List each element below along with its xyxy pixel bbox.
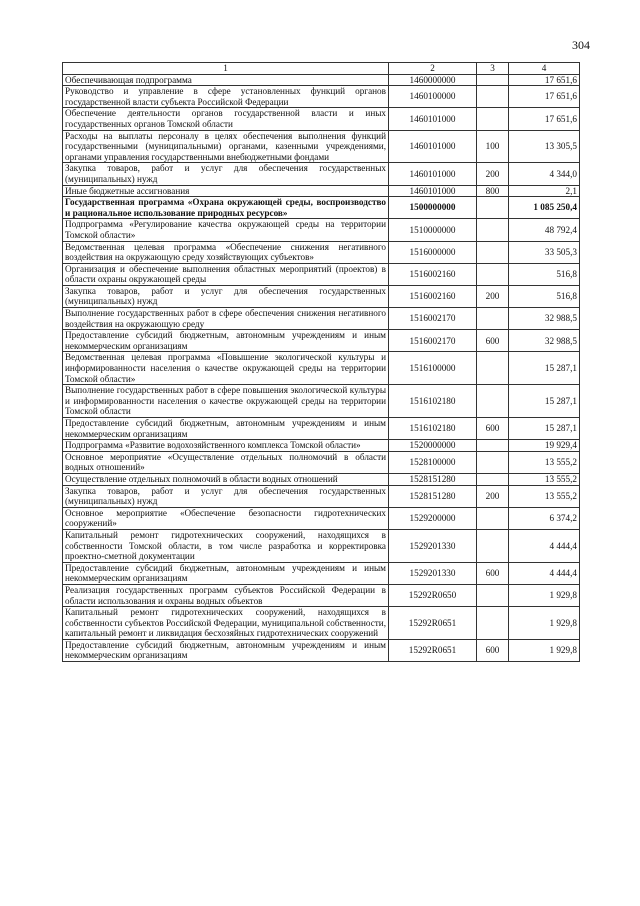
cell-amount: 15 287,1 [509, 385, 580, 418]
cell-type: 600 [477, 639, 509, 661]
table-row [63, 529, 580, 562]
cell-name: Предоставление субсидий бюджетным, автономным учреждениям и иным некоммерческим организациям [63, 418, 389, 440]
cell-amount: 33 505,3 [509, 241, 580, 263]
header-col-code: 2 [389, 63, 477, 75]
cell-type [477, 451, 509, 473]
cell-amount: 32 988,5 [509, 308, 580, 330]
cell-type [477, 507, 509, 529]
cell-type [477, 74, 509, 86]
header-row [63, 63, 580, 75]
cell-name: Подпрограмма «Регулирование качества окружающей среды на территории Томской области» [63, 219, 389, 241]
cell-amount: 516,8 [509, 285, 580, 307]
cell-amount: 19 929,4 [509, 440, 580, 452]
cell-code: 1460101000 [389, 163, 477, 185]
table-row [63, 352, 580, 385]
table-row [63, 197, 580, 219]
table-row [63, 562, 580, 584]
table-row [63, 584, 580, 606]
cell-code: 1460100000 [389, 86, 477, 108]
table-row [63, 74, 580, 86]
cell-name: Капитальный ремонт гидротехнических сооружений, находящихся в собственности Томской области, в том числе разработка и корректировка проектно-сметной документации [63, 529, 389, 562]
cell-type: 800 [477, 185, 509, 197]
cell-code: 1529201330 [389, 562, 477, 584]
cell-type: 200 [477, 485, 509, 507]
cell-amount: 13 555,2 [509, 451, 580, 473]
cell-code: 1528151280 [389, 485, 477, 507]
header-col-type: 3 [477, 63, 509, 75]
cell-code: 1520000000 [389, 440, 477, 452]
cell-type: 600 [477, 330, 509, 352]
table-row [63, 219, 580, 241]
cell-amount: 1 929,8 [509, 584, 580, 606]
budget-table [62, 62, 580, 662]
cell-type [477, 385, 509, 418]
cell-amount: 6 374,2 [509, 507, 580, 529]
cell-type [477, 308, 509, 330]
cell-type [477, 607, 509, 640]
cell-name: Выполнение государственных работ в сфере обеспечения снижения негативного воздействия на окружающую среду [63, 308, 389, 330]
cell-code: 1516100000 [389, 352, 477, 385]
cell-name: Ведомственная целевая программа «Обеспечение снижения негативного воздействия на окружающую среду хозяйствующих субъектов» [63, 241, 389, 263]
cell-type: 200 [477, 163, 509, 185]
cell-amount: 2,1 [509, 185, 580, 197]
table-row [63, 263, 580, 285]
table-body [63, 74, 580, 661]
cell-amount: 32 988,5 [509, 330, 580, 352]
cell-amount: 1 929,8 [509, 607, 580, 640]
cell-name: Подпрограмма «Развитие водохозяйственного комплекса Томской области» [63, 440, 389, 452]
cell-type [477, 263, 509, 285]
cell-name: Реализация государственных программ субъектов Российской Федерации в области использования и охраны водных объектов [63, 584, 389, 606]
cell-code: 1529201330 [389, 529, 477, 562]
table-row [63, 308, 580, 330]
cell-code: 1516002160 [389, 263, 477, 285]
cell-type [477, 108, 509, 130]
cell-code: 1516102180 [389, 385, 477, 418]
cell-amount: 1 085 250,4 [509, 197, 580, 219]
cell-type: 600 [477, 562, 509, 584]
cell-code: 1460000000 [389, 74, 477, 86]
cell-name: Обеспечивающая подпрограмма [63, 74, 389, 86]
cell-type [477, 197, 509, 219]
page-number: 304 [572, 38, 590, 52]
cell-name: Основное мероприятие «Осуществление отдельных полномочий в области водных отношений» [63, 451, 389, 473]
cell-name: Организация и обеспечение выполнения областных мероприятий (проектов) в области охраны окружающей среды [63, 263, 389, 285]
cell-name: Закупка товаров, работ и услуг для обеспечения государственных (муниципальных) нужд [63, 485, 389, 507]
table-row [63, 418, 580, 440]
cell-amount: 4 344,0 [509, 163, 580, 185]
cell-name: Капитальный ремонт гидротехнических сооружений, находящихся в собственности субъектов Российской Федерации, муниципальной собственности, капитальный ремонт и ликвидация бесхозяйных гидротехнических сооружений [63, 607, 389, 640]
cell-code: 1529200000 [389, 507, 477, 529]
cell-amount: 15 287,1 [509, 352, 580, 385]
cell-name: Осуществление отдельных полномочий в области водных отношений [63, 473, 389, 485]
cell-amount: 15 287,1 [509, 418, 580, 440]
cell-type [477, 440, 509, 452]
cell-name: Расходы на выплаты персоналу в целях обеспечения выполнения функций государственными (муниципальными) органами, казенными учреждениями, органами управления государственными внебюджетными фондами [63, 130, 389, 163]
cell-name: Предоставление субсидий бюджетным, автономным учреждениям и иным некоммерческим организациям [63, 330, 389, 352]
cell-name: Государственная программа «Охрана окружающей среды, воспроизводство и рациональное использование природных ресурсов» [63, 197, 389, 219]
table-row [63, 330, 580, 352]
cell-type [477, 352, 509, 385]
cell-name: Ведомственная целевая программа «Повышение экологической культуры и информированности населения о качестве окружающей среды на территории Томской области» [63, 352, 389, 385]
cell-type [477, 584, 509, 606]
table-row [63, 285, 580, 307]
table-row [63, 163, 580, 185]
table-row [63, 607, 580, 640]
cell-type: 600 [477, 418, 509, 440]
cell-amount: 17 651,6 [509, 86, 580, 108]
cell-code: 15292R0651 [389, 639, 477, 661]
cell-code: 1516002170 [389, 308, 477, 330]
table-row [63, 185, 580, 197]
cell-code: 1516000000 [389, 241, 477, 263]
cell-type [477, 529, 509, 562]
cell-name: Иные бюджетные ассигнования [63, 185, 389, 197]
table-row [63, 507, 580, 529]
cell-code: 1528151280 [389, 473, 477, 485]
table-row [63, 440, 580, 452]
cell-code: 1516102180 [389, 418, 477, 440]
cell-amount: 4 444,4 [509, 529, 580, 562]
cell-name: Закупка товаров, работ и услуг для обеспечения государственных (муниципальных) нужд [63, 285, 389, 307]
table-row [63, 108, 580, 130]
cell-amount: 1 929,8 [509, 639, 580, 661]
cell-name: Выполнение государственных работ в сфере повышения экологической культуры и информированности населения о качестве окружающей среды на территории Томской области [63, 385, 389, 418]
cell-type [477, 241, 509, 263]
table-row [63, 130, 580, 163]
cell-amount: 17 651,6 [509, 108, 580, 130]
cell-code: 1510000000 [389, 219, 477, 241]
cell-code: 15292R0651 [389, 607, 477, 640]
cell-amount: 4 444,4 [509, 562, 580, 584]
table-row [63, 451, 580, 473]
header-col-name: 1 [63, 63, 389, 75]
cell-code: 1460101000 [389, 130, 477, 163]
cell-name: Закупка товаров, работ и услуг для обеспечения государственных (муниципальных) нужд [63, 163, 389, 185]
cell-code: 1516002160 [389, 285, 477, 307]
cell-type: 200 [477, 285, 509, 307]
cell-name: Обеспечение деятельности органов государственной власти и иных государственных органов Томской области [63, 108, 389, 130]
cell-code: 1528100000 [389, 451, 477, 473]
table-row [63, 485, 580, 507]
cell-type [477, 473, 509, 485]
cell-amount: 13 305,5 [509, 130, 580, 163]
cell-type [477, 86, 509, 108]
cell-code: 1500000000 [389, 197, 477, 219]
table-row [63, 241, 580, 263]
cell-name: Основное мероприятие «Обеспечение безопасности гидротехнических сооружений» [63, 507, 389, 529]
cell-code: 1460101000 [389, 108, 477, 130]
cell-name: Предоставление субсидий бюджетным, автономным учреждениям и иным некоммерческим организациям [63, 639, 389, 661]
cell-amount: 13 555,2 [509, 485, 580, 507]
header-col-amount: 4 [509, 63, 580, 75]
cell-name: Руководство и управление в сфере установленных функций органов государственной власти субъекта Российской Федерации [63, 86, 389, 108]
cell-type [477, 219, 509, 241]
table-row [63, 86, 580, 108]
table-row [63, 473, 580, 485]
cell-code: 1516002170 [389, 330, 477, 352]
cell-name: Предоставление субсидий бюджетным, автономным учреждениям и иным некоммерческим организациям [63, 562, 389, 584]
cell-amount: 13 555,2 [509, 473, 580, 485]
table-row [63, 639, 580, 661]
cell-type: 100 [477, 130, 509, 163]
cell-code: 15292R0650 [389, 584, 477, 606]
cell-amount: 17 651,6 [509, 74, 580, 86]
cell-amount: 48 792,4 [509, 219, 580, 241]
table-row [63, 385, 580, 418]
cell-code: 1460101000 [389, 185, 477, 197]
table-header [63, 63, 580, 75]
cell-amount: 516,8 [509, 263, 580, 285]
